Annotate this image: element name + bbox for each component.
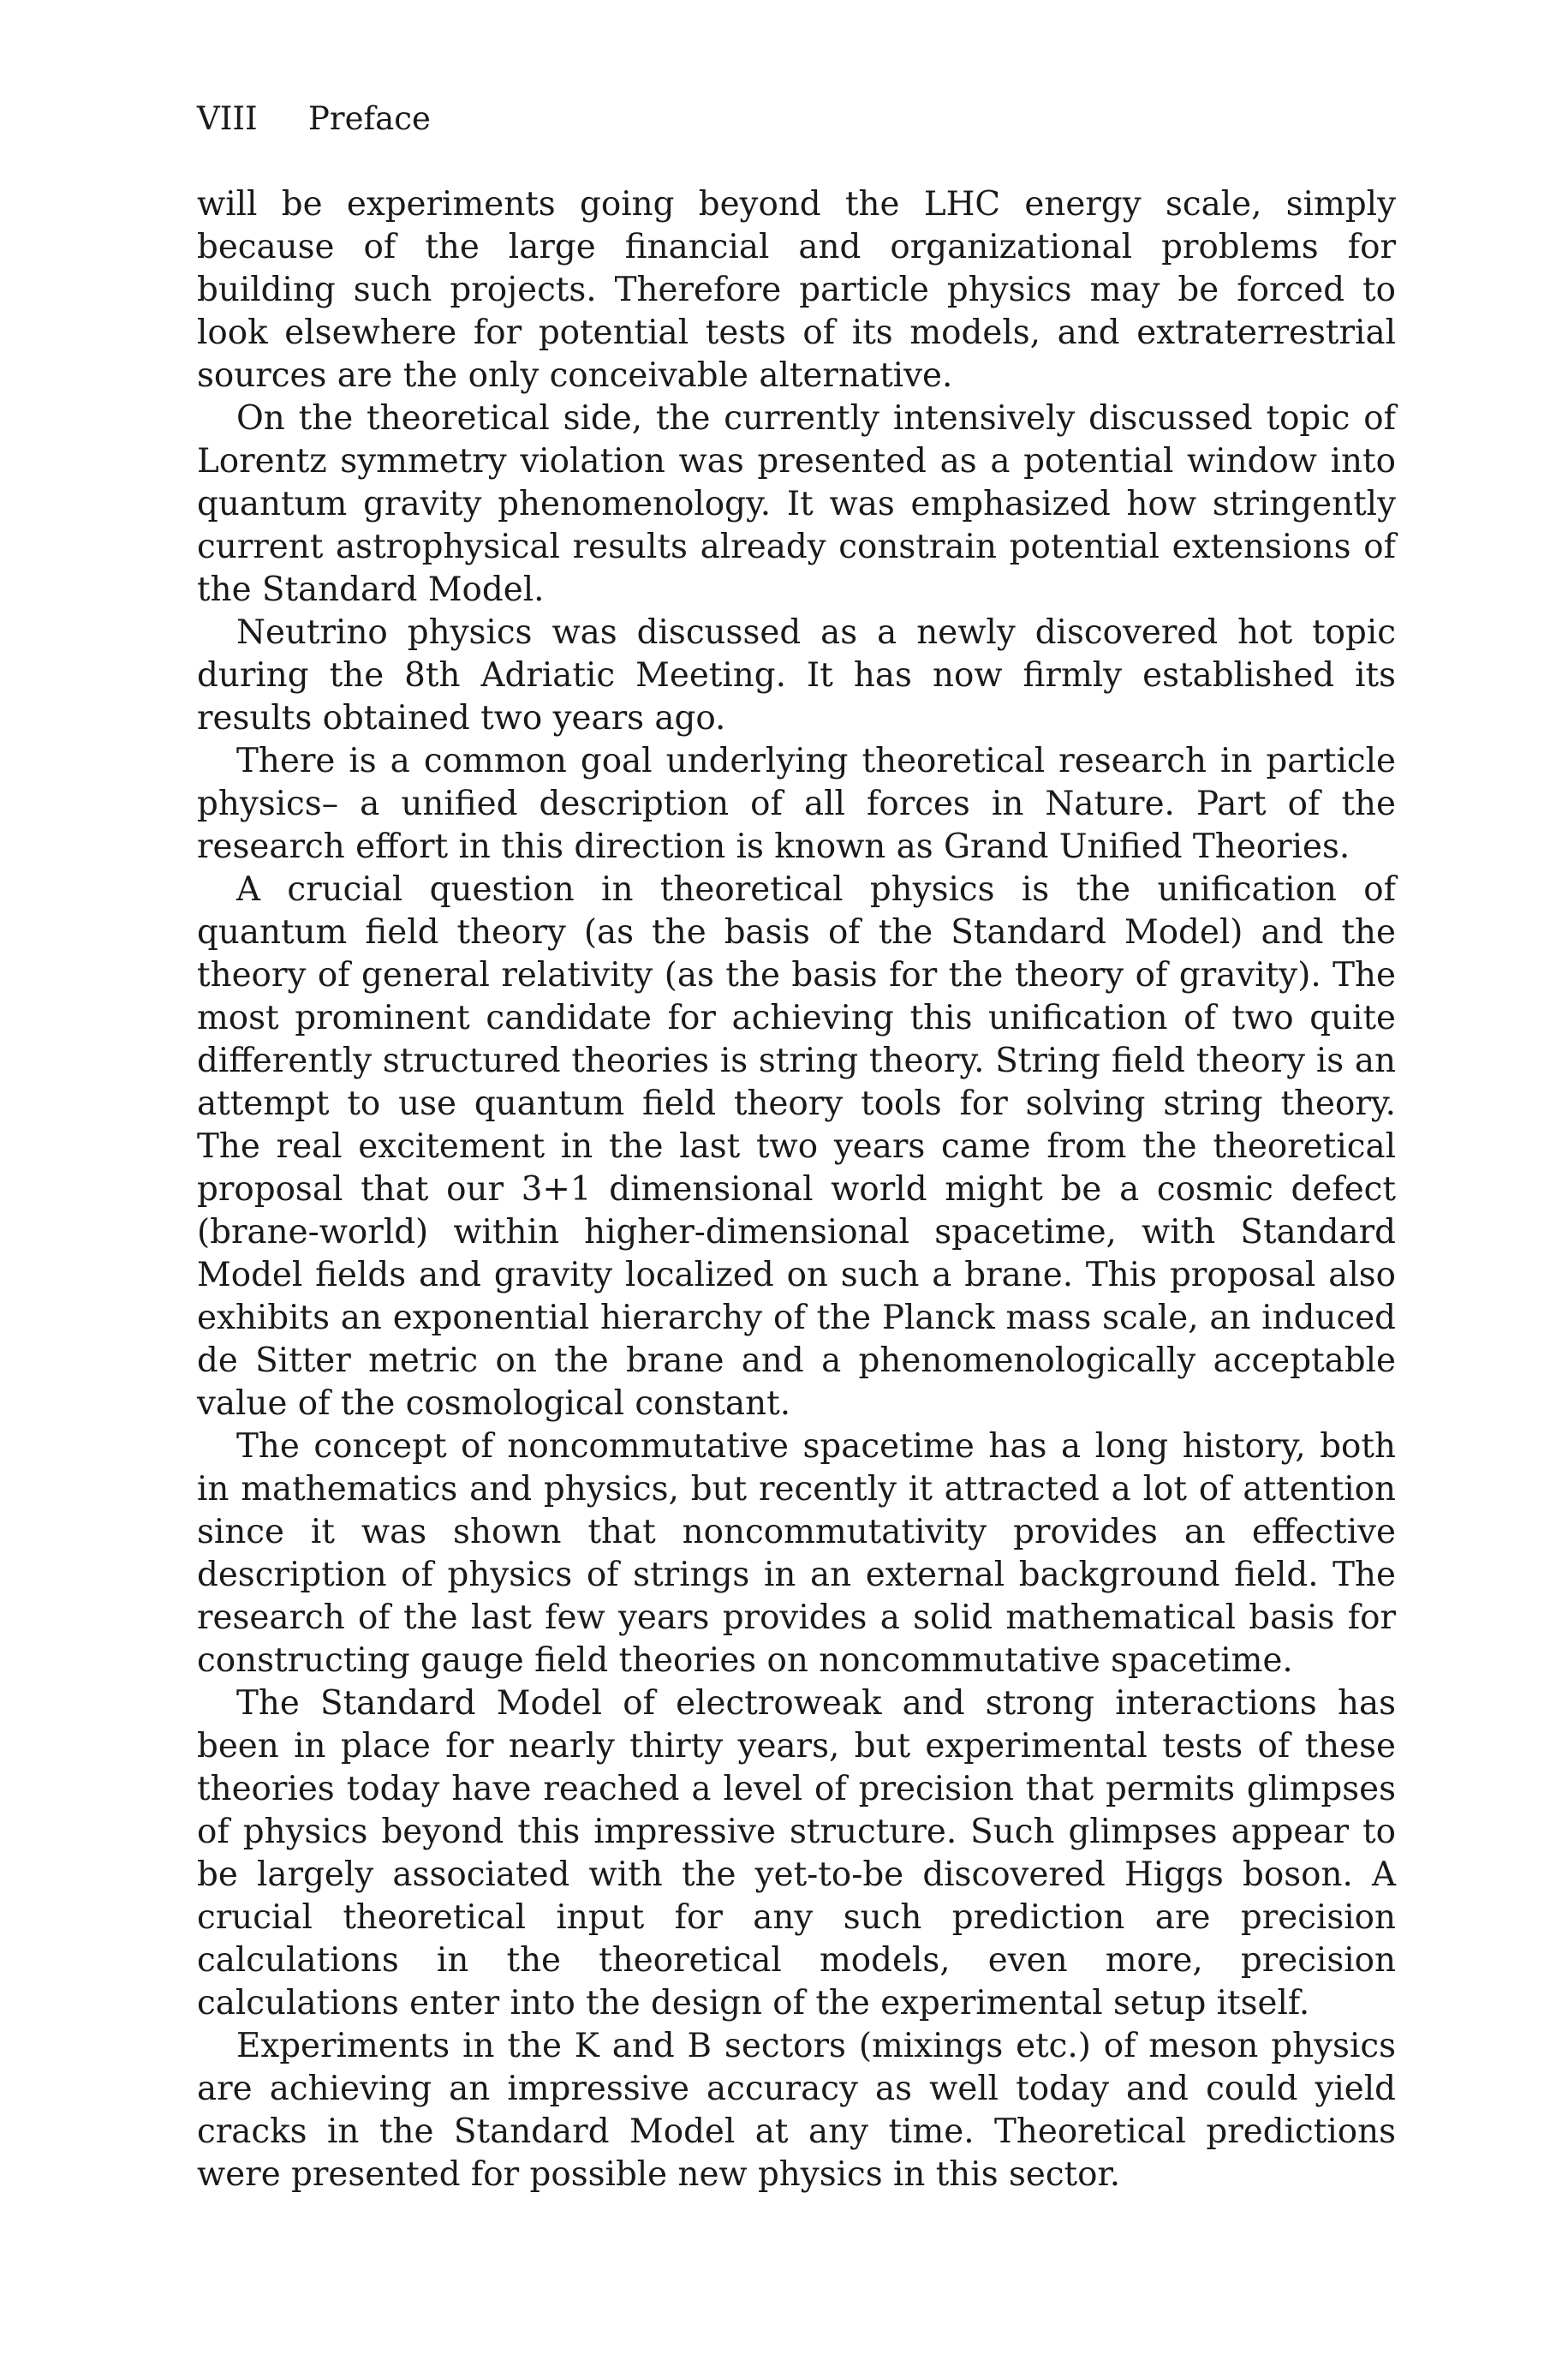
paragraph-continuation: will be experiments going beyond the LHC energy scale, simply because of the large financial and organizational problems for building such projects. Therefore particle physics may be forced to look elsewhere for potential tests of its models, and extraterrestrial sources are the only conceivable alternative.: [197, 185, 1396, 395]
running-head: [197, 100, 431, 137]
paragraph-lorentz-symmetry: On the theoretical side, the currently intensively discussed topic of Lorentz symmetry violation was presented as a potential window into quantum gravity phenomenology. It was emphasized how stringently current astrophysical results already constrain potential extensions of the Standard Model.: [197, 399, 1396, 609]
paragraph-string-theory: A crucial question in theoretical physics is the unification of quantum field theory (as the basis of the Standard Model) and the theory of general relativity (as the basis for the theory of gravity). The most prominent candidate for achieving this unification of two quite differently structured theories is string theory. String field theory is an attempt to use quantum field theory tools for solving string theory. The real excitement in the last two years came from the theoretical proposal that our 3+1 dimensional world might be a cosmic defect (brane-world) within higher-dimensional spacetime, with Standard Model fields and gravity localized on such a brane. This proposal also exhibits an exponential hierarchy of the Planck mass scale, an induced de Sitter metric on the brane and a phenomenologically acceptable value of the cosmological constant.: [197, 870, 1396, 1423]
paragraph-standard-model: The Standard Model of electroweak and strong interactions has been in place for nearly thirty years, but experimental tests of these theories today have reached a level of precision that permits glimpses of physics beyond this impressive structure. Such glimpses appear to be largely associated with the yet-to-be discovered Higgs boson. A crucial theoretical input for any such prediction are precision calculations in the theoretical models, even more, precision calculations enter into the design of the experimental setup itself.: [197, 1684, 1396, 2022]
body-text: [197, 183, 1396, 2196]
page-number: VIII: [197, 100, 258, 137]
paragraph-meson-physics: Experiments in the K and B sectors (mixings etc.) of meson physics are achieving an impressive accuracy as well today and could yield cracks in the Standard Model at any time. Theoretical predictions were presented for possible new physics in this sector.: [197, 2027, 1396, 2194]
paragraph-neutrino-physics: Neutrino physics was discussed as a newly discovered hot topic during the 8th Adriatic Meeting. It has now firmly established its results obtained two years ago.: [197, 613, 1396, 738]
running-title: Preface: [308, 100, 431, 137]
paragraph-noncommutative-spacetime: The concept of noncommutative spacetime has a long history, both in mathematics and physics, but recently it attracted a lot of attention since it was shown that noncommutativity provides an effective description of physics of strings in an external background field. The research of the last few years provides a solid mathematical basis for constructing gauge field theories on noncommutative spacetime.: [197, 1427, 1396, 1680]
paragraph-grand-unified-theories: There is a common goal underlying theoretical research in particle physics– a unified description of all forces in Nature. Part of the research effort in this direction is known as Grand Unified Theories.: [197, 742, 1396, 866]
